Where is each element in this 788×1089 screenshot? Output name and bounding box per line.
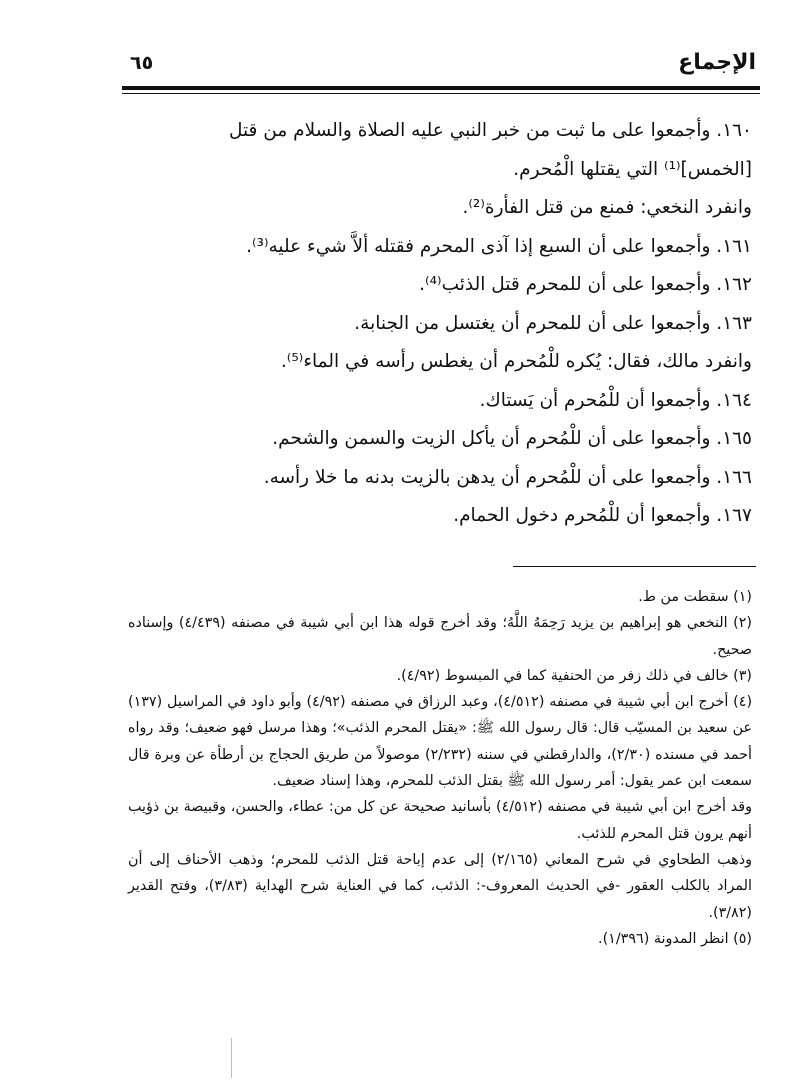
chapter-title: الإجماع bbox=[678, 50, 756, 75]
page-number: ٦٥ bbox=[130, 52, 154, 74]
text-line: ١٦١. وأجمعوا على أن السبع إذا آذى المحرم فقتله ألاَّ شيء عليه⁽³⁾. bbox=[246, 235, 752, 257]
footnote-1: (١) سقطت من ط. bbox=[638, 589, 752, 605]
footnote-separator bbox=[513, 566, 756, 567]
text-line: ١٦٢. وأجمعوا على أن للمحرم قتل الذئب⁽⁴⁾. bbox=[419, 274, 752, 295]
footnote-2: (٢) النخعي هو إبراهيم بن يزيد رَحِمَهُ اللَّهُ؛ وقد أخرج قوله هذا ابن أبي شيبة في مصنفه (٤/٤٣٩) وإسناده صحيح. bbox=[128, 615, 752, 658]
footnote-4-continued: وذهب الطحاوي في شرح المعاني (٢/١٦٥) إلى عدم إباحة قتل الذئب للمحرم؛ وذهب الأحناف إلى أن المراد بالكلب العقور -في الحديث المعروف-: الذئب، كما في العناية شرح الهداية (٣/٨٣)، وفتح القدير (٣/٨٢). bbox=[128, 851, 752, 921]
text-line: ١٦٦. وأجمعوا على أن للْمُحرم أن يدهن بالزيت بدنه ما خلا رأسه. bbox=[263, 466, 752, 488]
text-line: ١٦٠. وأجمعوا على ما ثبت من خبر النبي عليه الصلاة والسلام من قتل bbox=[228, 120, 752, 141]
header-rule-thick bbox=[122, 86, 760, 90]
footnote-4: (٤) أخرج ابن أبي شيبة في مصنفه (٤/٥١٢)، وعبد الرزاق في مصنفه (٤/٩٢) وأبو داود في المراسيل (١٣٧) عن سعيد بن المسيّب قال: قال رسول الله ﷺ: «يقتل المحرم الذئب»؛ وهذا مرسل فهو ضعيف؛ وقد رواه أحمد في مسنده (٢/٣٠)، والدارقطني في سننه (٢/٢٣٢) موصولاً من طريق الحجاج بن أرطأة عن وبرة قال سمعت ابن عمر يقول: أمر رسول الله ﷺ بقتل الذئب للمحرم، وهذا إسناد ضعيف. bbox=[128, 694, 753, 790]
footnote-3: (٣) خالف في ذلك زفر من الحنفية كما في المبسوط (٤/٩٢). bbox=[396, 667, 752, 684]
main-text bbox=[128, 112, 752, 536]
footnotes bbox=[128, 584, 752, 952]
text-line: ١٦٤. وأجمعوا أن للْمُحرم أن يَستاك. bbox=[479, 389, 752, 411]
footnote-4-continued: وقد أخرج ابن أبي شيبة في مصنفه (٤/٥١٢) بأسانيد صحيحة عن كل من: عطاء، والحسن، وقبيصة بن ذؤيب أنهم يرون قتل المحرم للذئب. bbox=[128, 799, 752, 842]
text-line: ١٦٥. وأجمعوا على أن للْمُحرم أن يأكل الزيت والسمن والشحم. bbox=[272, 428, 752, 449]
text-line: وانفرد مالك، فقال: يُكره للْمُحرم أن يغطس رأسه في الماء⁽⁵⁾. bbox=[280, 351, 752, 372]
text-line: وانفرد النخعي: فمنع من قتل الفأرة⁽²⁾. bbox=[462, 197, 752, 218]
text-line: [الخمس]⁽¹⁾ التي يقتلها الْمُحرم. bbox=[513, 158, 752, 180]
scan-edge-mark bbox=[231, 1038, 232, 1078]
text-line: ١٦٣. وأجمعوا على أن للمحرم أن يغتسل من الجنابة. bbox=[354, 312, 752, 334]
text-line: ١٦٧. وأجمعوا أن للْمُحرم دخول الحمام. bbox=[453, 505, 752, 526]
header-rule-thin bbox=[122, 93, 760, 94]
footnote-5: (٥) انظر المدونة (١/٣٩٦). bbox=[598, 930, 752, 947]
